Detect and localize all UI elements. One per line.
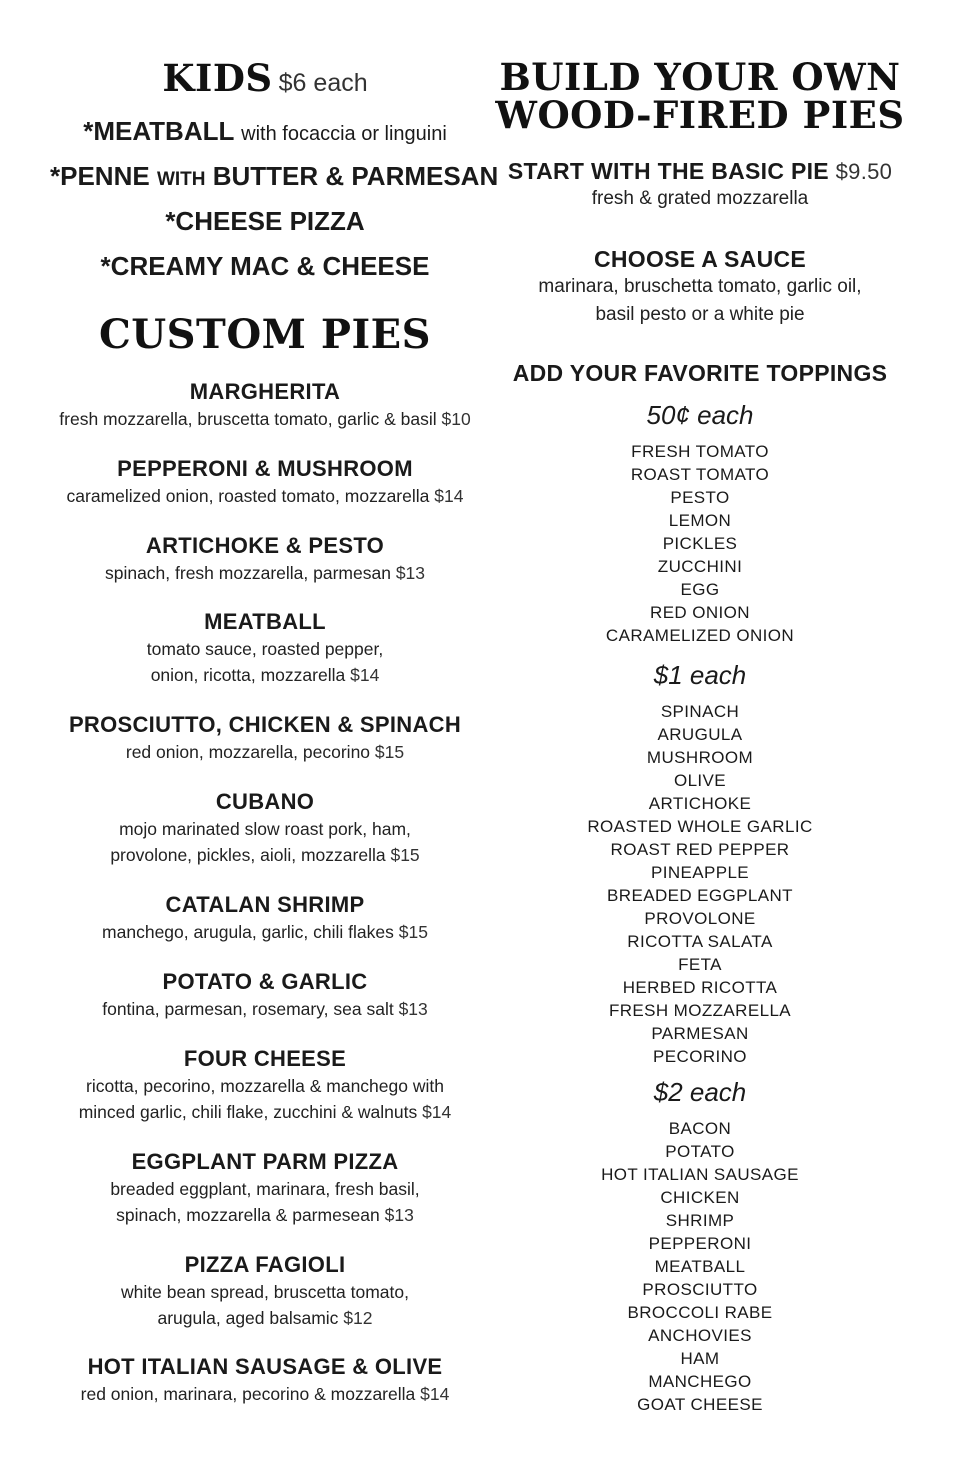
topping-item: OLIVE: [673, 771, 727, 790]
kids-title: KIDS: [162, 56, 273, 100]
pie-price: $15: [374, 742, 405, 762]
topping-item: ROAST TOMATO: [630, 465, 770, 484]
pie-item: [50, 378, 480, 432]
topping-item: GOAT CHEESE: [637, 1395, 763, 1414]
pie-description: [50, 739, 480, 765]
topping-item: HERBED RICOTTA: [622, 978, 778, 997]
pie-item: [50, 608, 480, 688]
sauce-options-line1: marinara, bruschetta tomato, garlic oil,: [538, 276, 862, 297]
pie-name: CUBANO: [215, 789, 315, 814]
pie-price: $14: [422, 1102, 452, 1122]
kids-item-detail: with focaccia or linguini: [241, 123, 447, 145]
topping-item: HOT ITALIAN SAUSAGE: [601, 1165, 799, 1184]
topping-item: EGG: [680, 580, 720, 599]
pie-description-text: spinach, fresh mozzarella, parmesan: [104, 563, 391, 583]
pie-item: [50, 1045, 480, 1125]
toppings-title: ADD YOUR FAVORITE TOPPINGS: [512, 360, 888, 386]
topping-item: FETA: [678, 955, 722, 974]
topping-item: PECORINO: [653, 1047, 747, 1066]
pie-item: [50, 455, 480, 509]
topping-tier-label: 50¢ each: [646, 400, 754, 430]
basic-pie-step: [490, 158, 910, 213]
sauce-options-line2: basil pesto or a white pie: [595, 304, 805, 325]
pie-description-text: minced garlic, chili flake, zucchini & walnuts: [78, 1102, 418, 1122]
toppings-step: [490, 360, 910, 387]
kids-item-name: *MEATBALL: [83, 116, 234, 146]
pie-description-text: white bean spread, bruscetta tomato,: [121, 1282, 409, 1302]
pie-item: [50, 891, 480, 945]
basic-pie-price: $9.50: [835, 159, 893, 184]
topping-item: FRESH TOMATO: [631, 442, 769, 461]
topping-item: MEATBALL: [654, 1257, 746, 1276]
pie-description: [50, 1099, 480, 1125]
topping-item: CHICKEN: [660, 1188, 740, 1207]
kids-item-name: *PENNE: [50, 161, 150, 191]
topping-list: [490, 700, 910, 1068]
kids-item-name: *CREAMY MAC & CHEESE: [100, 251, 430, 281]
pie-description: [50, 636, 480, 662]
topping-item: ANCHOVIES: [648, 1326, 752, 1345]
topping-item: ROAST RED PEPPER: [610, 840, 790, 859]
pie-price: $13: [398, 999, 428, 1019]
pie-description-text: fresh mozzarella, bruscetta tomato, garlic & basil: [59, 409, 437, 429]
pie-name: PEPPERONI & MUSHROOM: [117, 456, 413, 481]
pie-description: [50, 560, 480, 586]
topping-item: BACON: [668, 1119, 732, 1138]
pie-name: PIZZA FAGIOLI: [184, 1252, 346, 1277]
pie-description-text: spinach, mozzarella & parmesean: [116, 1205, 380, 1225]
pie-description-text: onion, ricotta, mozzarella: [150, 665, 346, 685]
topping-item: PESTO: [670, 488, 730, 507]
pie-description-text: arugula, aged balsamic: [157, 1308, 339, 1328]
pie-description-text: caramelized onion, roasted tomato, mozzarella: [66, 486, 430, 506]
pie-description: [50, 816, 480, 842]
topping-list: [490, 440, 910, 647]
pie-name: HOT ITALIAN SAUSAGE & OLIVE: [87, 1354, 443, 1379]
pie-description-text: tomato sauce, roasted pepper,: [146, 639, 384, 659]
pie-description: [50, 919, 480, 945]
topping-item: PICKLES: [662, 534, 738, 553]
pie-item: [50, 711, 480, 765]
topping-item: RICOTTA SALATA: [627, 932, 773, 951]
topping-item: PINEAPPLE: [650, 863, 750, 882]
pie-price: $12: [343, 1308, 373, 1328]
pie-name: PROSCIUTTO, CHICKEN & SPINACH: [68, 712, 462, 737]
pie-description-text: manchego, arugula, garlic, chili flakes: [102, 922, 394, 942]
pie-description: [50, 1176, 480, 1202]
pie-description: [50, 1381, 480, 1407]
topping-tier-label: $2 each: [653, 1077, 747, 1107]
basic-pie-title: START WITH THE BASIC PIE: [507, 158, 829, 184]
topping-item: SPINACH: [660, 702, 740, 721]
topping-item: ARTICHOKE: [648, 794, 752, 813]
topping-item: PROVOLONE: [644, 909, 756, 928]
pie-description-text: red onion, marinara, pecorino & mozzarella: [80, 1384, 416, 1404]
pie-name: ARTICHOKE & PESTO: [145, 533, 385, 558]
kids-item-connector: WITH: [156, 169, 206, 190]
topping-item: MUSHROOM: [646, 748, 754, 767]
pie-price: $15: [390, 845, 420, 865]
topping-item: ARUGULA: [657, 725, 743, 744]
kids-item: [50, 161, 499, 192]
pie-description: [50, 662, 480, 688]
pie-price: $15: [398, 922, 428, 942]
topping-item: PEPPERONI: [648, 1234, 752, 1253]
pie-item: [50, 788, 480, 868]
kids-item-name: *CHEESE PIZZA: [165, 206, 365, 236]
topping-item: POTATO: [665, 1142, 735, 1161]
topping-item: RED ONION: [650, 603, 750, 622]
pie-description-text: fontina, parmesan, rosemary, sea salt: [102, 999, 394, 1019]
topping-item: SHRIMP: [665, 1211, 735, 1230]
kids-item: [50, 251, 480, 282]
topping-item: ZUCCHINI: [657, 557, 743, 576]
pie-price: $13: [384, 1205, 414, 1225]
pie-description-text: red onion, mozzarella, pecorino: [125, 742, 371, 762]
kids-item-detail: BUTTER & PARMESAN: [212, 161, 499, 191]
pie-description-text: breaded eggplant, marinara, fresh basil,: [110, 1179, 420, 1199]
pie-description: [50, 1202, 480, 1228]
topping-item: PROSCIUTTO: [642, 1280, 758, 1299]
pie-price: $14: [420, 1384, 450, 1404]
sauce-title: CHOOSE A SAUCE: [593, 246, 807, 272]
pie-description: [50, 1279, 480, 1305]
pie-price: $13: [395, 563, 426, 583]
pie-item: [50, 532, 480, 586]
build-your-own-title-line1: BUILD YOUR OWN: [499, 55, 901, 99]
kids-header: [50, 56, 480, 100]
topping-list: [490, 1117, 910, 1416]
topping-item: HAM: [680, 1349, 720, 1368]
pie-name: POTATO & GARLIC: [162, 969, 368, 994]
pie-name: MARGHERITA: [189, 379, 341, 404]
build-your-own-title-line2: WOOD-FIRED PIES: [495, 93, 905, 137]
pie-name: FOUR CHEESE: [183, 1046, 347, 1071]
topping-item: MANCHEGO: [648, 1372, 752, 1391]
topping-tier-label: $1 each: [653, 660, 747, 690]
basic-pie-description: fresh & grated mozzarella: [591, 188, 809, 209]
pie-description-text: provolone, pickles, aioli, mozzarella: [110, 845, 386, 865]
topping-item: CARAMELIZED ONION: [605, 626, 795, 645]
pie-description: [50, 842, 480, 868]
pie-item: [50, 1353, 480, 1407]
kids-item: [50, 206, 480, 237]
topping-item: FRESH MOZZARELLA: [608, 1001, 792, 1020]
pie-price: $10: [441, 409, 471, 429]
kids-price: $6 each: [278, 69, 368, 97]
basic-pie-title-row: [490, 158, 910, 185]
topping-item: BROCCOLI RABE: [627, 1303, 773, 1322]
topping-item: PARMESAN: [651, 1024, 749, 1043]
sauce-step: [490, 246, 910, 329]
pie-description-text: ricotta, pecorino, mozzarella & manchego with: [86, 1076, 444, 1096]
pie-description-text: mojo marinated slow roast pork, ham,: [119, 819, 411, 839]
pie-price: $14: [350, 665, 380, 685]
pie-description: [50, 1073, 480, 1099]
topping-item: ROASTED WHOLE GARLIC: [587, 817, 813, 836]
pie-price: $14: [434, 486, 464, 506]
custom-pies-title: CUSTOM PIES: [98, 311, 432, 358]
pie-description: [50, 406, 480, 432]
topping-item: BREADED EGGPLANT: [607, 886, 793, 905]
pie-name: EGGPLANT PARM PIZZA: [131, 1149, 399, 1174]
pie-item: [50, 968, 480, 1022]
pie-description: [50, 483, 480, 509]
topping-item: LEMON: [668, 511, 732, 530]
pie-item: [50, 1148, 480, 1228]
kids-item: [50, 116, 480, 147]
pie-name: MEATBALL: [204, 609, 326, 634]
build-your-own-title: [490, 55, 910, 137]
pie-name: CATALAN SHRIMP: [165, 892, 365, 917]
pie-item: [50, 1251, 480, 1331]
pie-description: [50, 1305, 480, 1331]
pie-description: [50, 996, 480, 1022]
